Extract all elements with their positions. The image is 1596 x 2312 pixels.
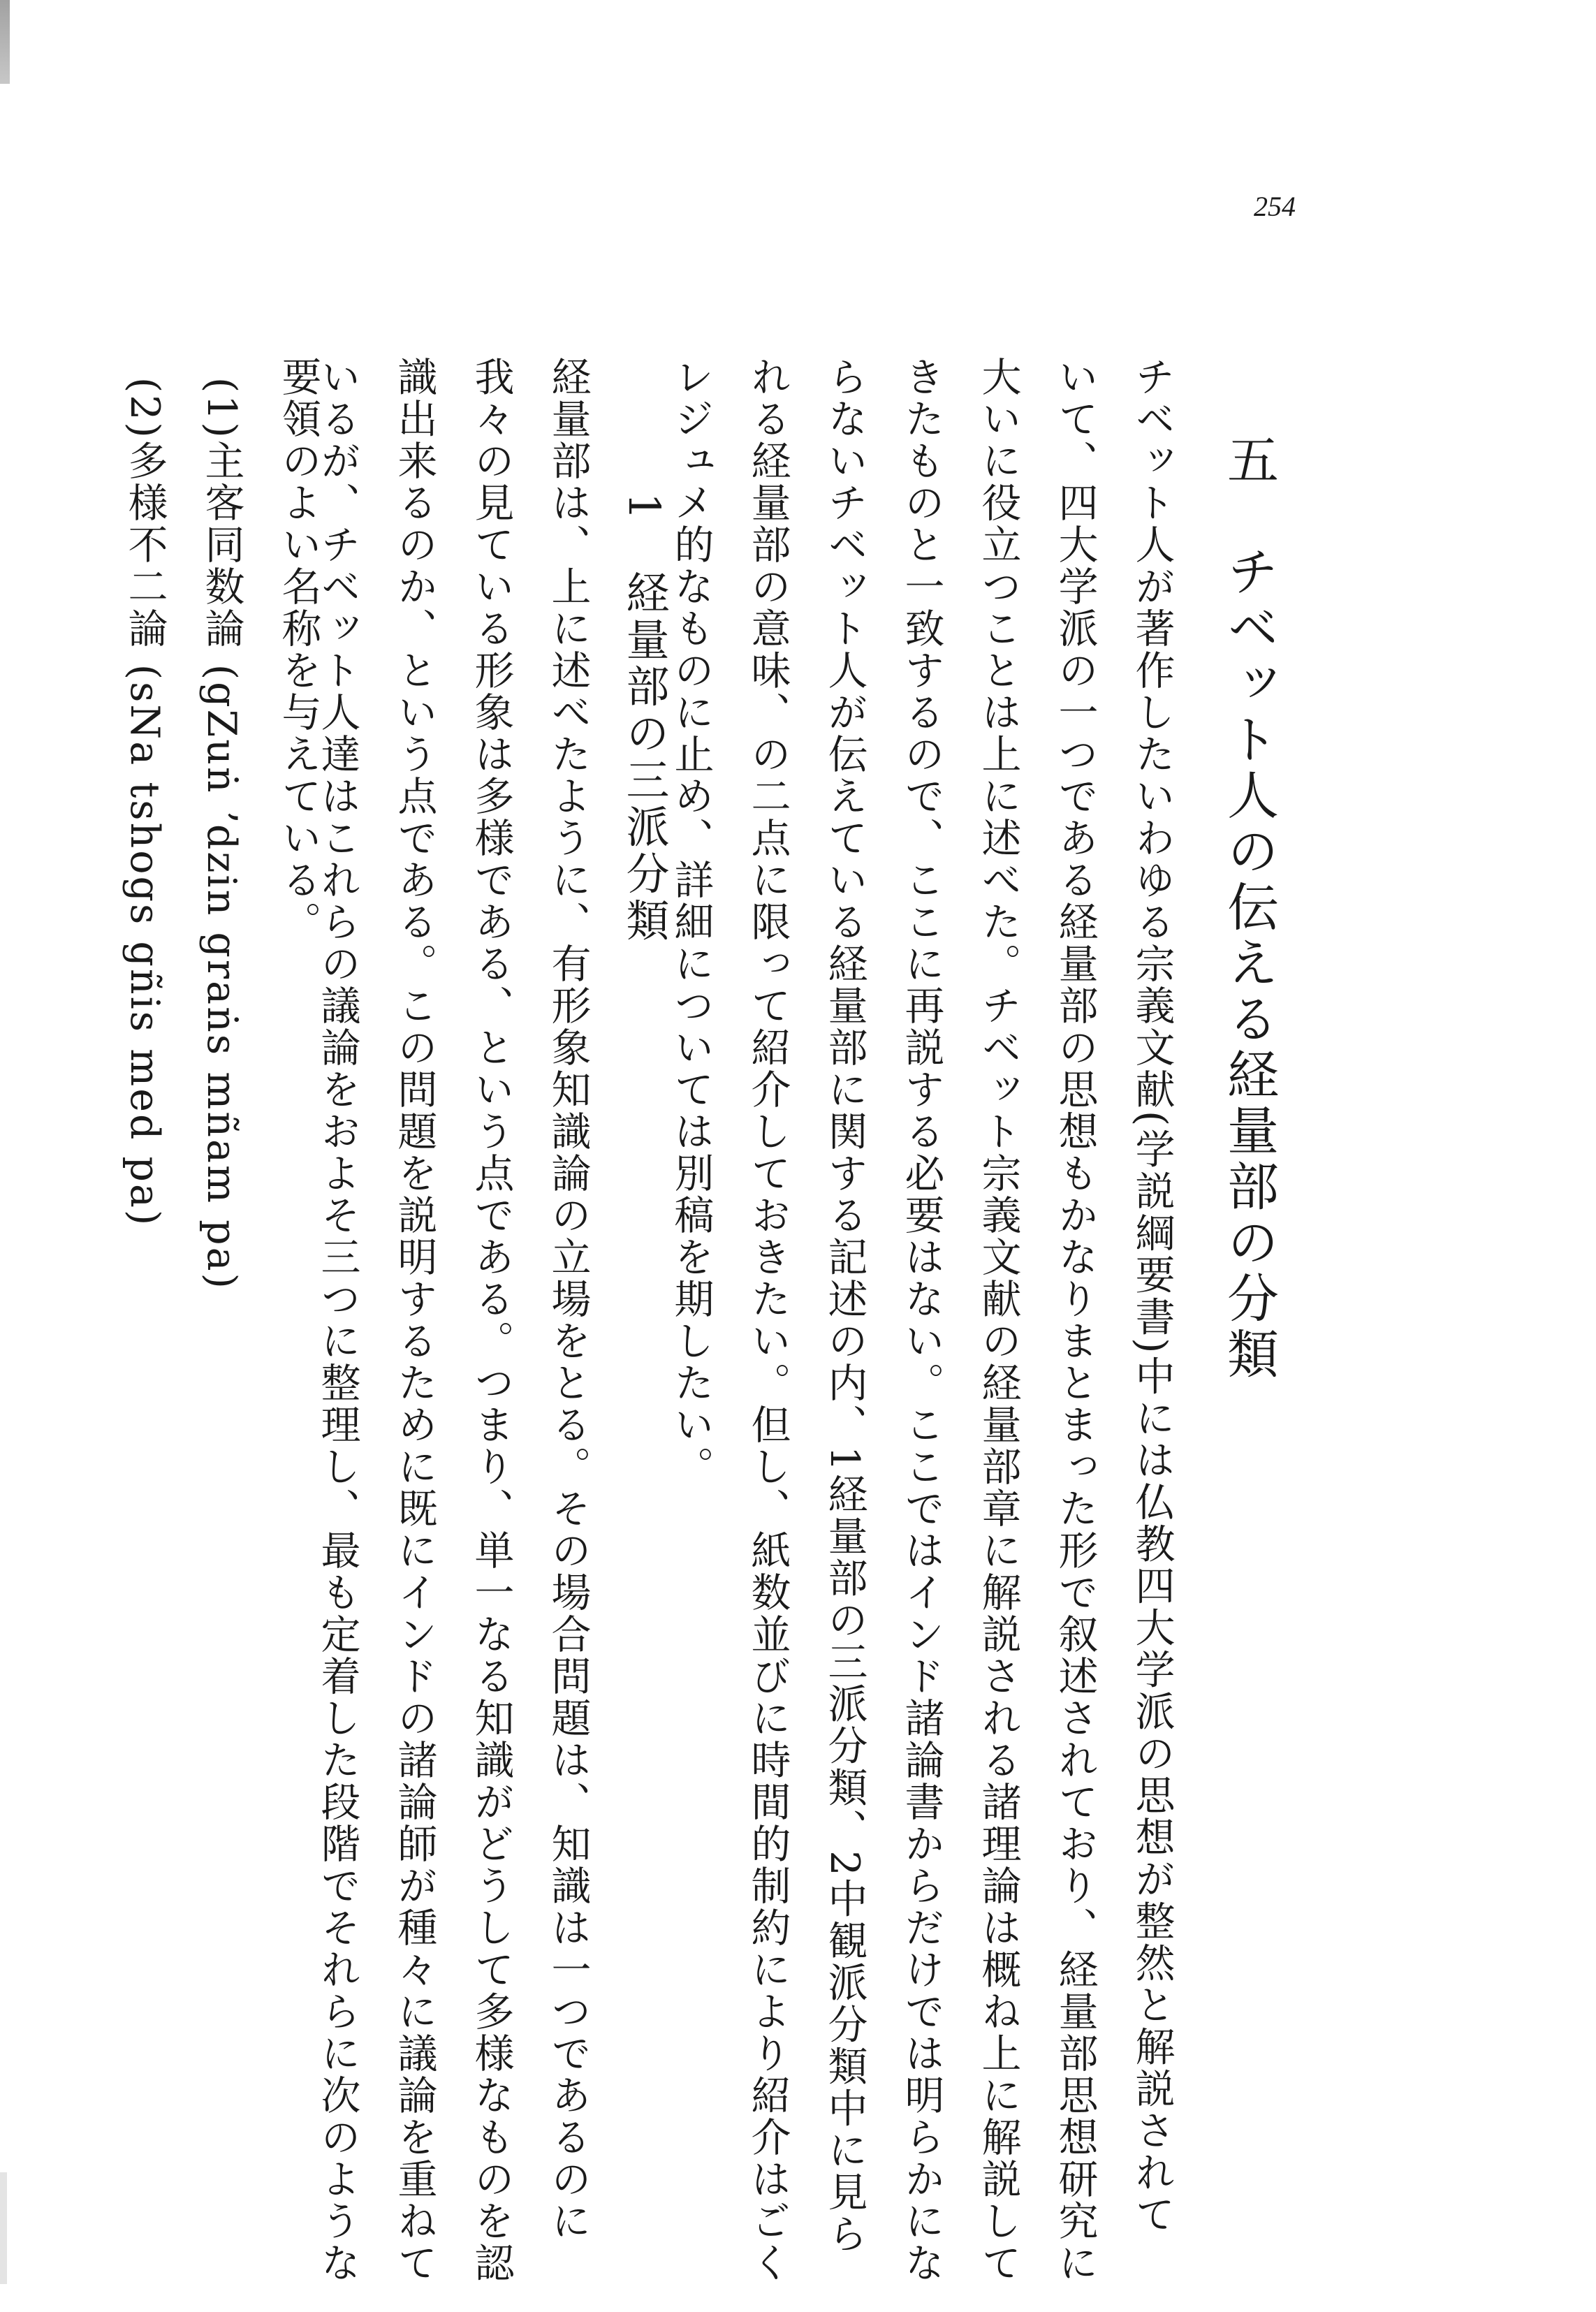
scan-edge-mark-bottom: [0, 2172, 7, 2284]
section-heading: 1 経量部の三派分類: [619, 492, 670, 945]
section-line-1: 経量部は、上に述べたように、有形象知識論の立場をとる。その場合問題は、知識は一つであるのに: [545, 356, 591, 2242]
section-line-5: 要領のよい名称を与えている。: [275, 356, 321, 943]
section-line-2: 我々の見ている形象は多様である、という点である。つまり、単一なる知識がどうして多様なものを認: [468, 356, 514, 2284]
intro-line-1: チベット人が著作したいわゆる宗義文献(学説綱要書)中には仏教四大学派の思想が整然と解説されて: [1129, 356, 1175, 2236]
chapter-title: 五 チベット人の伝える経量部の分類: [1219, 433, 1279, 1383]
list-item-1: (1)主客同数論 (gZuṅ ʼdzin graṅs mñam pa): [198, 377, 244, 1291]
section-line-3: 識出来るのか、という点である。この問題を説明するために既にインドの諸論師が種々に議論を重ねて: [391, 356, 437, 2284]
intro-line-5: らないチベット人が伝えている経量部に関する記述の内、1経量部の三派分類、2中観派分類中に見ら: [821, 356, 867, 2255]
page-number: 254: [1254, 191, 1296, 222]
section-line-4: いるが、チベット人達はこれらの議論をおよそ三つに整理し、最も定着した段階でそれらに次のような: [314, 356, 360, 2284]
scan-edge-mark: [0, 0, 10, 84]
intro-line-4: きたものと一致するので、ここに再説する必要はない。ここではインド諸論書からだけでは明らかにな: [898, 356, 944, 2284]
intro-line-6: れる経量部の意味、の二点に限って紹介しておきたい。但し、紙数並びに時間的制約により紹介はごく: [745, 356, 791, 2284]
intro-line-2: いて、四大学派の一つである経量部の思想もかなりまとまった形で叙述されており、経量部思想研究に: [1052, 356, 1098, 2284]
intro-line-7: レジュメ的なものに止め、詳細については別稿を期したい。: [668, 356, 714, 1488]
list-item-2: (2)多様不二論 (sNa tshogs gñis med pa): [122, 377, 168, 1228]
intro-line-3: 大いに役立つことは上に述べた。チベット宗義文献の経量部章に解説される諸理論は概ね上に解説して: [975, 356, 1021, 2284]
